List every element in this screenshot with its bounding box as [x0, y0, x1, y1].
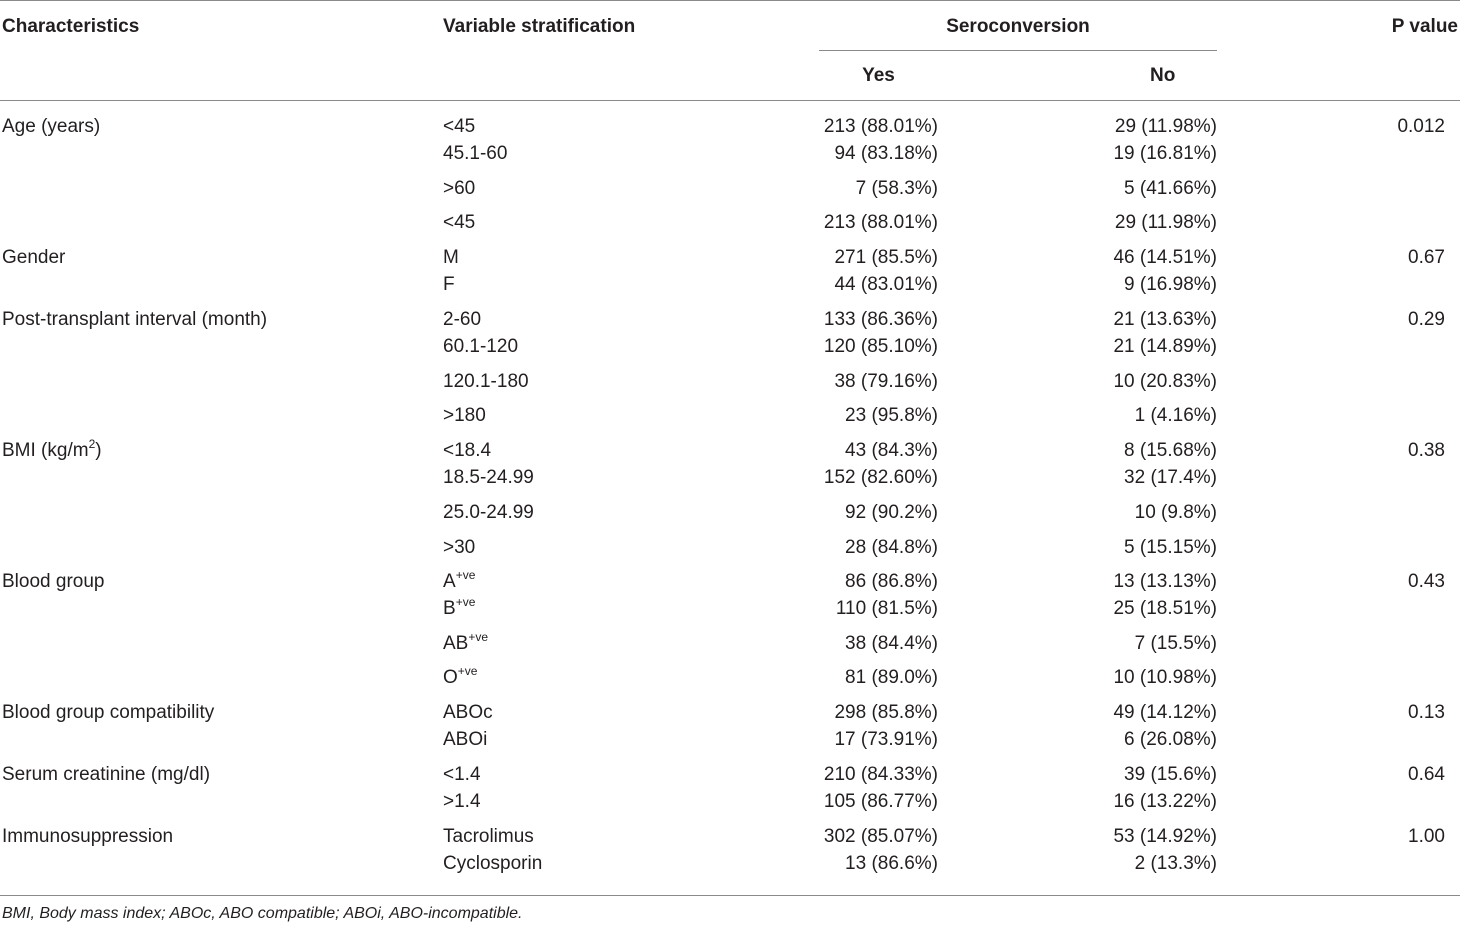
stratum-no: 1 (4.16%) — [1134, 405, 1217, 426]
stratum-var: >1.4 — [443, 791, 481, 812]
stratum-var: <45 — [443, 212, 476, 233]
stratum-no: 49 (14.12%) — [1113, 702, 1217, 723]
stratum-var: <45 — [443, 116, 476, 137]
stratum-var: >30 — [443, 537, 476, 558]
rh-sup: +ve — [457, 663, 478, 678]
stratum-var: M — [443, 247, 459, 268]
stratum-yes: 94 (83.18%) — [834, 143, 938, 164]
stratum-yes: 302 (85.07%) — [823, 826, 938, 847]
header-variable-stratification: Variable stratification — [443, 16, 636, 37]
stratum-var: <1.4 — [443, 764, 481, 785]
bmi-label-text: BMI (kg/m — [2, 440, 89, 461]
row-label-compatibility: Blood group compatibility — [2, 702, 215, 723]
stratum-no: 32 (17.4%) — [1124, 467, 1217, 488]
blood-type-o: O — [443, 667, 458, 688]
stratum-no: 19 (16.81%) — [1113, 143, 1217, 164]
p-value-creatinine: 0.64 — [1408, 764, 1445, 785]
row-label-blood-group: Blood group — [2, 571, 105, 592]
stratum-no: 10 (9.8%) — [1134, 502, 1217, 523]
stratum-no: 2 (13.3%) — [1134, 853, 1217, 874]
row-label-interval: Post-transplant interval (month) — [2, 309, 268, 330]
p-value-immunosuppression: 1.00 — [1408, 826, 1445, 847]
seroconversion-rule — [819, 50, 1217, 51]
stratum-yes: 81 (89.0%) — [845, 667, 938, 688]
rh-sup: +ve — [468, 629, 489, 644]
stratum-yes: 213 (88.01%) — [823, 116, 938, 137]
stratum-no: 7 (15.5%) — [1134, 633, 1217, 654]
header-yes: Yes — [862, 65, 895, 86]
stratum-var: 2-60 — [443, 309, 482, 330]
p-value-interval: 0.29 — [1408, 309, 1445, 330]
stratum-no: 13 (13.13%) — [1113, 571, 1217, 592]
stratum-var: ABOc — [443, 702, 493, 723]
stratum-no: 25 (18.51%) — [1113, 598, 1217, 619]
stratum-yes: 210 (84.33%) — [823, 764, 938, 785]
stratum-yes: 298 (85.8%) — [834, 702, 938, 723]
stratum-yes: 92 (90.2%) — [845, 502, 938, 523]
stratum-no: 29 (11.98%) — [1114, 116, 1217, 137]
header-no: No — [1150, 65, 1176, 86]
table-top-rule — [0, 0, 1460, 1]
stratum-yes: 271 (85.5%) — [834, 247, 938, 268]
stratum-no: 5 (41.66%) — [1124, 178, 1217, 199]
p-value-gender: 0.67 — [1408, 247, 1445, 268]
stratum-var: 25.0-24.99 — [443, 502, 534, 523]
stratum-var: >60 — [443, 178, 476, 199]
table-bottom-rule — [0, 895, 1460, 896]
stratum-no: 46 (14.51%) — [1113, 247, 1217, 268]
stratum-var: 120.1-180 — [443, 371, 529, 392]
p-value-compatibility: 0.13 — [1408, 702, 1445, 723]
stratum-var: >180 — [443, 405, 486, 426]
stratum-no: 9 (16.98%) — [1124, 274, 1217, 295]
p-value-blood-group: 0.43 — [1408, 571, 1445, 592]
row-label-gender: Gender — [2, 247, 66, 268]
stratum-var: ABOi — [443, 729, 488, 750]
stratum-var: 45.1-60 — [443, 143, 508, 164]
stratum-yes: 152 (82.60%) — [823, 467, 938, 488]
header-p-value: P value — [1391, 16, 1458, 37]
stratum-no: 16 (13.22%) — [1113, 791, 1217, 812]
p-value-age: 0.012 — [1397, 116, 1445, 137]
row-label-creatinine: Serum creatinine (mg/dl) — [2, 764, 211, 785]
stratum-no: 39 (15.6%) — [1124, 764, 1217, 785]
table-footnote: BMI, Body mass index; ABOc, ABO compatible; ABOi, ABO-incompatible. — [2, 905, 523, 922]
row-label-immunosuppression: Immunosuppression — [2, 826, 174, 847]
row-label-bmi — [2, 436, 102, 462]
stratum-var: <18.4 — [443, 440, 492, 461]
p-value-bmi: 0.38 — [1408, 440, 1445, 461]
blood-type-a: A — [443, 571, 456, 592]
stratum-yes: 120 (85.10%) — [823, 336, 938, 357]
stratum-no: 21 (13.63%) — [1113, 309, 1217, 330]
stratum-var: 60.1-120 — [443, 336, 519, 357]
stratum-yes: 38 (79.16%) — [834, 371, 938, 392]
stratum-yes: 105 (86.77%) — [823, 791, 938, 812]
stratum-var — [443, 629, 489, 655]
stratum-yes: 213 (88.01%) — [823, 212, 938, 233]
header-seroconversion: Seroconversion — [946, 16, 1090, 37]
stratum-no: 8 (15.68%) — [1124, 440, 1217, 461]
stratum-var: Tacrolimus — [443, 826, 534, 847]
stratum-no: 21 (14.89%) — [1113, 336, 1217, 357]
row-label-age: Age (years) — [2, 116, 101, 137]
stratum-var — [443, 594, 476, 620]
stratum-yes: 38 (84.4%) — [845, 633, 938, 654]
stratum-yes: 17 (73.91%) — [834, 729, 938, 750]
stratum-no: 53 (14.92%) — [1113, 826, 1217, 847]
stratum-yes: 13 (86.6%) — [845, 853, 938, 874]
bmi-label-end: ) — [95, 440, 102, 461]
stratum-no: 10 (10.98%) — [1113, 667, 1217, 688]
rh-sup: +ve — [455, 567, 476, 582]
header-bottom-rule — [0, 100, 1460, 101]
stratum-yes: 7 (58.3%) — [855, 178, 938, 199]
stratum-yes: 23 (95.8%) — [845, 405, 938, 426]
stratum-yes: 110 (81.5%) — [835, 598, 938, 619]
blood-type-b: B — [443, 598, 456, 619]
stratum-yes: 43 (84.3%) — [845, 440, 938, 461]
rh-sup: +ve — [455, 594, 476, 609]
bmi-label-sup: 2 — [88, 436, 96, 451]
stratum-yes: 86 (86.8%) — [845, 571, 938, 592]
stratum-var: 18.5-24.99 — [443, 467, 534, 488]
header-characteristics: Characteristics — [2, 16, 140, 37]
blood-type-ab: AB — [443, 633, 469, 654]
stratum-yes: 133 (86.36%) — [823, 309, 938, 330]
stratum-no: 5 (15.15%) — [1124, 537, 1217, 558]
stratum-no: 6 (26.08%) — [1124, 729, 1217, 750]
stratum-var — [443, 663, 478, 689]
stratum-yes: 28 (84.8%) — [845, 537, 938, 558]
stratum-no: 10 (20.83%) — [1113, 371, 1217, 392]
stratum-var — [443, 567, 476, 593]
stratum-var: Cyclosporin — [443, 853, 543, 874]
stratum-yes: 44 (83.01%) — [834, 274, 938, 295]
stratum-no: 29 (11.98%) — [1114, 212, 1217, 233]
stratum-var: F — [443, 274, 455, 295]
